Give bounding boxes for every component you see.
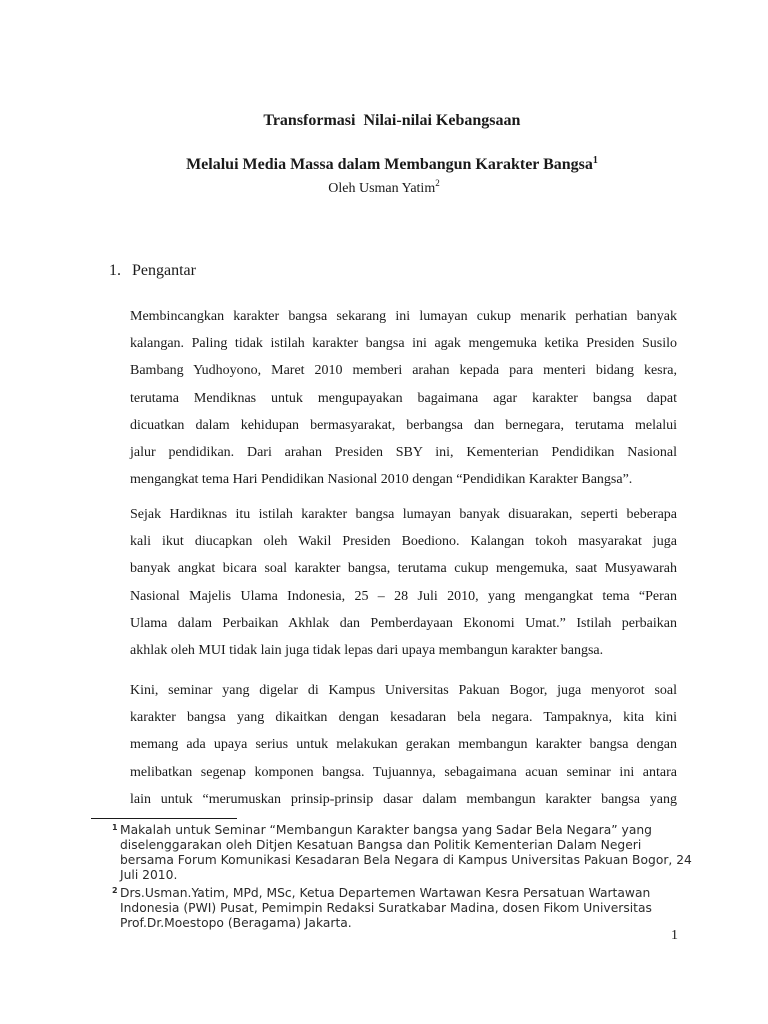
paragraph-2 [130, 501, 677, 664]
author-footnote-mark[interactable]: 2 [435, 178, 440, 188]
footnote-text-2: Drs.Usman.Yatim, MPd, MSc, Ketua Departemen Wartawan Kesra Persatuan Wartawan Indonesia (PWI) Pusat, Pemimpin Redaksi Suratkabar Madina, dosen Fikom Universitas Prof.Dr.Moestopo (Beragama) Jakarta. [120, 886, 652, 930]
footnotes [112, 823, 692, 934]
paragraph-line: Sejak Hardiknas itu istilah karakter bangsa lumayan banyak disuarakan, seperti beberapa [130, 507, 677, 522]
paragraph-line: Ulama dalam Perbaikan Akhlak dan Pemberdayaan Ekonomi Umat.” Istilah perbaikan [130, 615, 677, 631]
section-title: Pengantar [132, 262, 196, 279]
section-heading [109, 262, 196, 280]
author-name: Oleh Usman Yatim [328, 181, 436, 196]
paragraph-3 [130, 677, 677, 813]
paragraph-1 [130, 303, 677, 493]
footnote-1 [112, 823, 692, 883]
paragraph-line: karakter bangsa yang dikaitkan dengan kesadaran bela negara. Tampaknya, kita kini [130, 710, 677, 726]
section-number: 1. [109, 262, 121, 279]
footnote-2 [112, 886, 692, 931]
title-text-2: Melalui Media Massa dalam Membangun Karakter Bangsa [186, 156, 593, 173]
paragraph-line: jalur pendidikan. Dari arahan Presiden SBY ini, Kementerian Pendidikan Nasional [130, 444, 677, 460]
paragraph-line: dicuatkan dalam kehidupan bermasyarakat, berbangsa dan bernegara, terutama melalui [130, 417, 677, 433]
paragraph-line: akhlak oleh MUI tidak lain juga tidak lepas dari upaya membangun karakter bangsa. [130, 642, 604, 658]
paragraph-line: kalangan. Paling tidak istilah karakter bangsa ini agak mengemuka ketika Presiden Susilo [130, 336, 677, 352]
author-line [0, 178, 768, 197]
page-number: 1 [671, 928, 678, 943]
paragraph-line: terutama Mendiknas untuk mengupayakan bagaimana agar karakter bangsa dapat [130, 390, 677, 406]
footnote-text-1: Makalah untuk Seminar “Membangun Karakter bangsa yang Sadar Bela Negara” yang diselenggarakan oleh Ditjen Kesatuan Bangsa dan Politik Kementerian Dalam Negeri bersama Forum Komunikasi Kesadaran Bela Negara di Kampus Universitas Pakuan Bogor, 24 Juli 2010. [120, 823, 692, 882]
paragraph-line: Kini, seminar yang digelar di Kampus Universitas Pakuan Bogor, juga menyorot soal [130, 683, 677, 698]
title-text-1: Transformasi Nilai-nilai Kebangsaan [263, 112, 521, 129]
paragraph-line: melibatkan segenap komponen bangsa. Tujuannya, sebagaimana acuan seminar ini antara [130, 764, 677, 780]
paragraph-line: Membincangkan karakter bangsa sekarang ini lumayan cukup menarik perhatian banyak [130, 309, 677, 324]
paragraph-line: Nasional Majelis Ulama Indonesia, 25 – 28 Juli 2010, yang mengangkat tema “Peran [130, 588, 677, 604]
paragraph-line: Bambang Yudhoyono, Maret 2010 memberi arahan kepada para menteri bidang kesra, [130, 363, 677, 379]
footnote-mark-2: 2 [112, 886, 118, 895]
title-footnote-mark[interactable]: 1 [592, 155, 598, 166]
paragraph-line: memang ada upaya serius untuk melakukan gerakan membangun karakter bangsa dengan [130, 737, 677, 753]
footnote-mark-1: 1 [112, 823, 118, 832]
footnote-separator [91, 818, 237, 819]
paragraph-line: mengangkat tema Hari Pendidikan Nasional 2010 dengan “Pendidikan Karakter Bangsa”. [130, 472, 633, 488]
paragraph-line: banyak angkat bicara soal karakter bangsa, terutama cukup mengemuka, saat Musyawarah [130, 561, 677, 577]
paragraph-line: kali ikut diucapkan oleh Wakil Presiden Boediono. Kalangan tokoh masyarakat juga [130, 534, 677, 550]
paragraph-line: lain untuk “merumuskan prinsip-prinsip dasar dalam membangun karakter bangsa yang [130, 791, 677, 807]
